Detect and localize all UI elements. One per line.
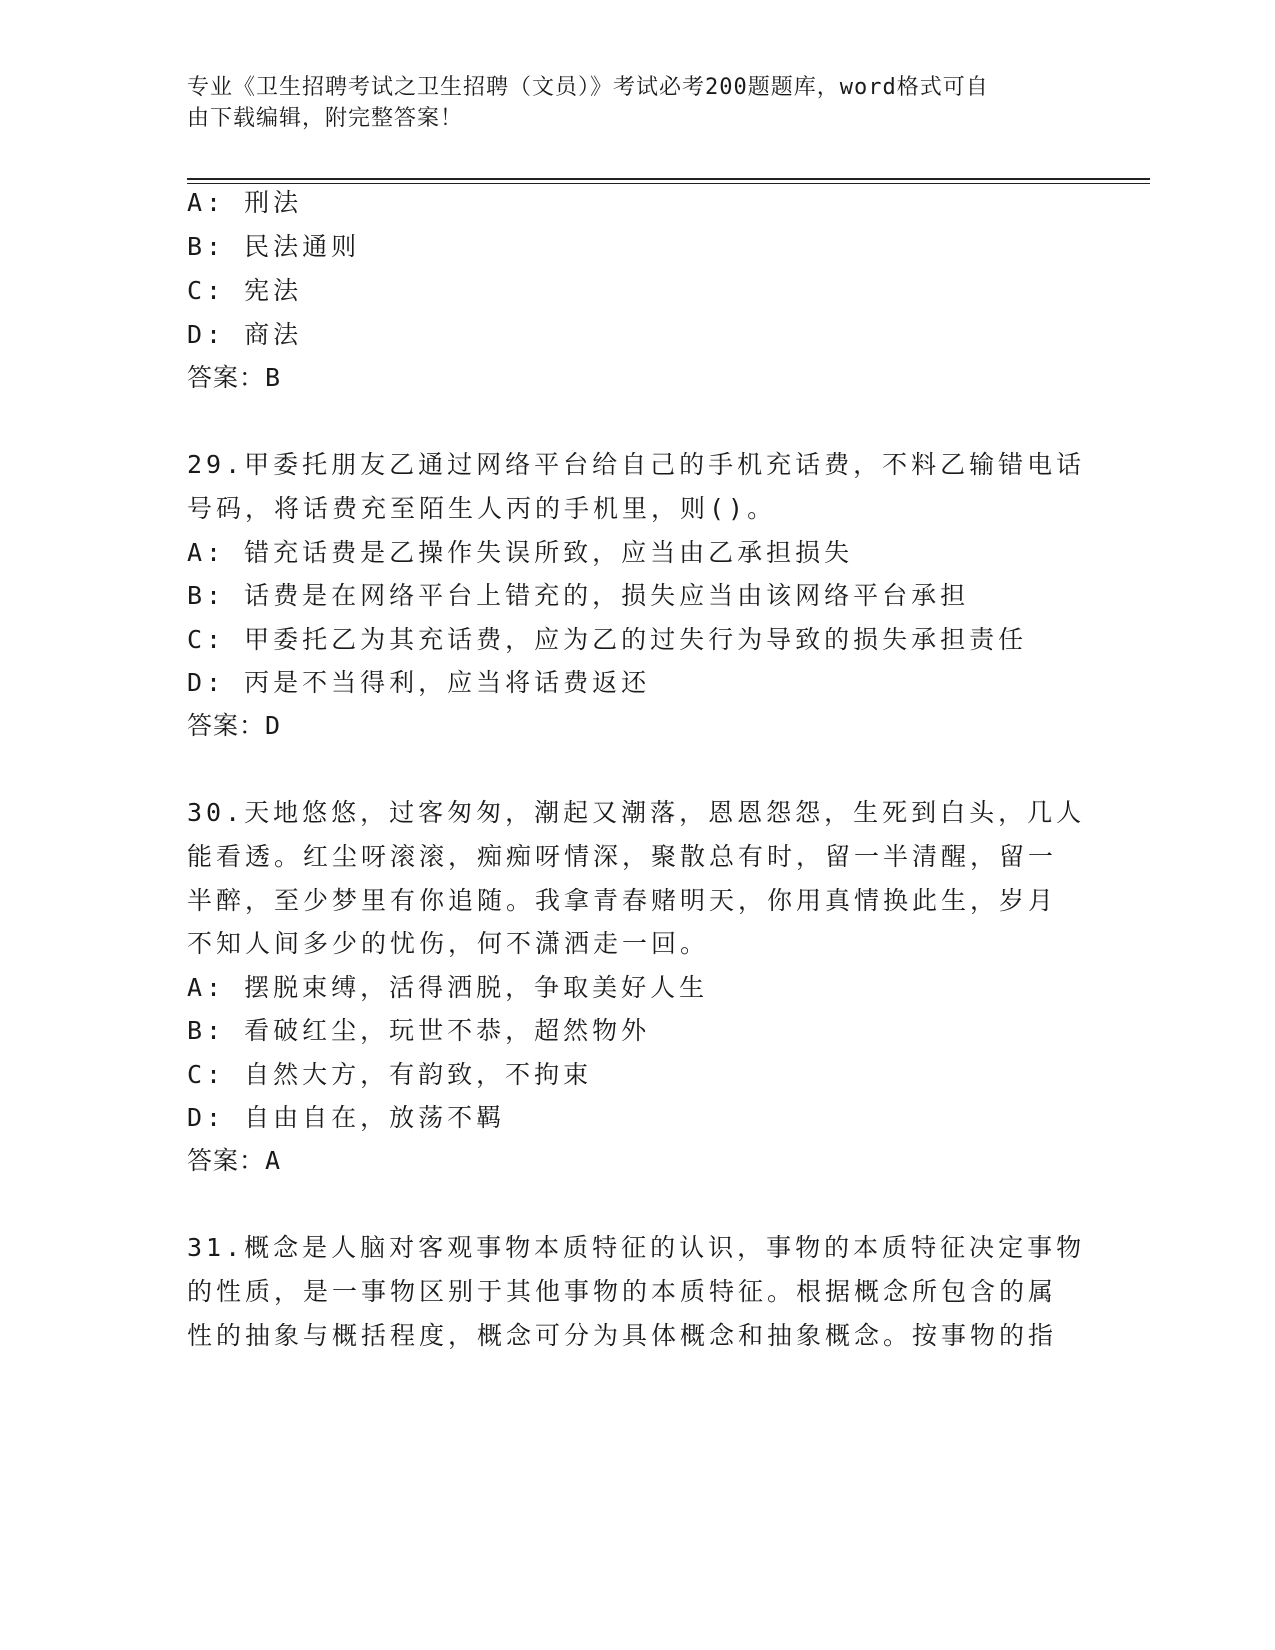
document-header [187, 72, 1067, 134]
header-line-1: 专业《卫生招聘考试之卫生招聘（文员）》考试必考200题题库，word格式可自 [187, 75, 989, 100]
q29-option-a: A: 错充话费是乙操作失误所致，应当由乙承担损失 [187, 538, 854, 567]
q30-option-b: B: 看破红尘，玩世不恭，超然物外 [187, 1016, 651, 1045]
q28-option-a: A: 刑法 [187, 188, 303, 217]
header-divider-thin [187, 183, 1150, 184]
q31-stem-line-3: 性的抽象与概括程度，概念可分为具体概念和抽象概念。按事物的指 [187, 1321, 1058, 1350]
q30-option-d: D: 自由自在，放荡不羁 [187, 1103, 506, 1132]
q28-answer: 答案：B [187, 363, 282, 392]
q30-answer: 答案：A [187, 1146, 282, 1175]
q31-stem-line-2: 的性质，是一事物区别于其他事物的本质特征。根据概念所包含的属 [187, 1277, 1058, 1306]
q29-option-c: C: 甲委托乙为其充话费，应为乙的过失行为导致的损失承担责任 [187, 625, 1028, 654]
q30-stem-line-4: 不知人间多少的忧伤，何不潇洒走一回。 [187, 929, 710, 958]
q30-option-c: C: 自然大方，有韵致，不拘束 [187, 1060, 593, 1089]
q31-stem-line-1: 31.概念是人脑对客观事物本质特征的认识，事物的本质特征决定事物 [187, 1233, 1086, 1262]
q30-stem-line-3: 半醉，至少梦里有你追随。我拿青春赌明天，你用真情换此生，岁月 [187, 886, 1058, 915]
q28-option-d: D: 商法 [187, 320, 303, 349]
q28-option-c: C: 宪法 [187, 276, 303, 305]
q29-option-b: B: 话费是在网络平台上错充的，损失应当由该网络平台承担 [187, 581, 970, 610]
q30-option-a: A: 摆脱束缚，活得洒脱，争取美好人生 [187, 973, 709, 1002]
q29-stem-line-1: 29.甲委托朋友乙通过网络平台给自己的手机充话费，不料乙输错电话 [187, 450, 1086, 479]
header-line-2: 由下载编辑，附完整答案！ [187, 106, 464, 131]
q30-stem-line-2: 能看透。红尘呀滚滚，痴痴呀情深，聚散总有时，留一半清醒，留一 [187, 842, 1058, 871]
q29-answer: 答案：D [187, 711, 282, 740]
q29-option-d: D: 丙是不当得利，应当将话费返还 [187, 668, 651, 697]
q30-stem-line-1: 30.天地悠悠，过客匆匆，潮起又潮落，恩恩怨怨，生死到白头，几人 [187, 798, 1086, 827]
q29-stem-line-2: 号码，将话费充至陌生人丙的手机里，则()。 [187, 494, 777, 523]
header-divider-thick [187, 178, 1150, 180]
q28-option-b: B: 民法通则 [187, 232, 361, 261]
